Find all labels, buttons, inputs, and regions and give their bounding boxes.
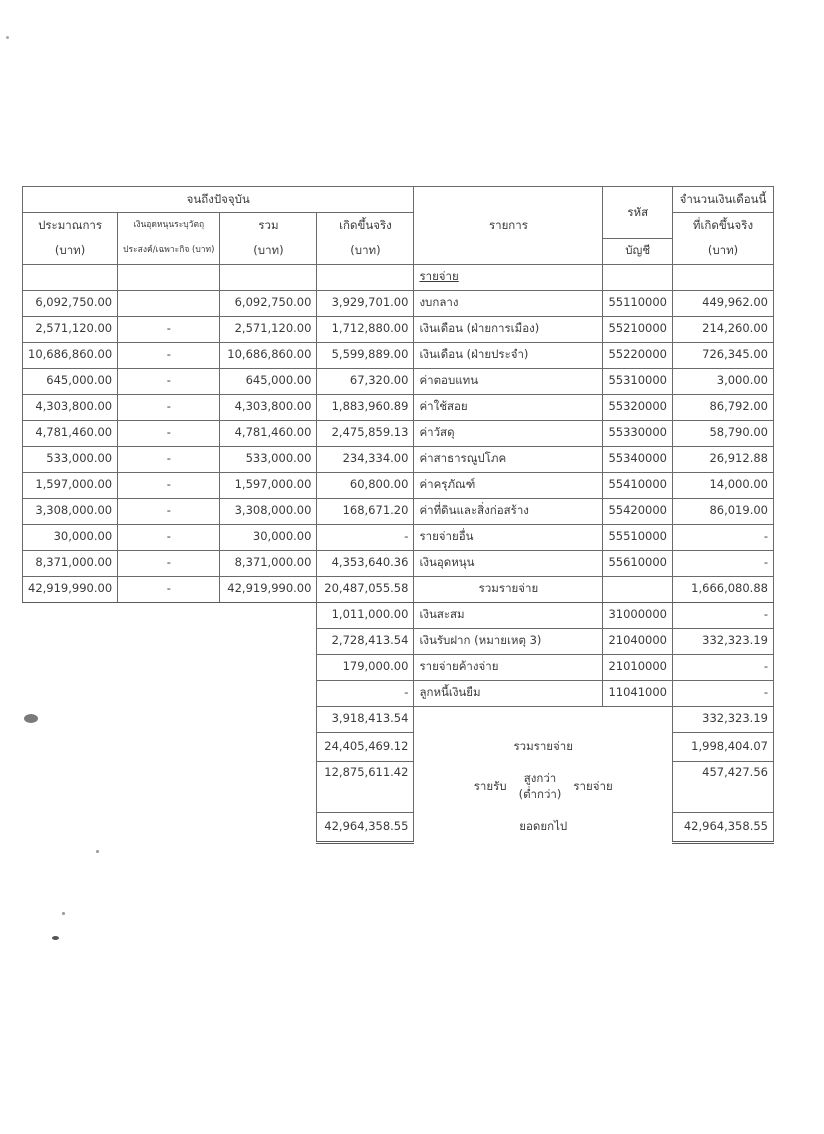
- code-cell: 55210000: [603, 316, 673, 342]
- actual-cell: 1,883,960.89: [317, 394, 414, 420]
- total-cell: 1,597,000.00: [220, 472, 317, 498]
- actual-grand-total-cell: 24,405,469.12: [317, 732, 414, 761]
- subsidy-cell: -: [118, 472, 220, 498]
- expense-row: [23, 290, 774, 316]
- subsidy-cell: -: [118, 368, 220, 394]
- code-cell: 55320000: [603, 394, 673, 420]
- grand-total-row: [23, 732, 774, 761]
- item-cell: ค่าตอบแทน: [414, 368, 603, 394]
- month-cell: -: [672, 524, 773, 550]
- cell-empty: [118, 264, 220, 290]
- budget-total-cell: 42,919,990.00: [23, 576, 118, 602]
- header-row-1: [23, 187, 774, 213]
- col-month-header-2: ที่เกิดขึ้นจริง: [672, 213, 773, 239]
- blank-area: [23, 628, 317, 654]
- col-month-header-3: (บาท): [672, 238, 773, 264]
- other-item-row: [23, 602, 774, 628]
- expense-row: [23, 316, 774, 342]
- actual-cell: 67,320.00: [317, 368, 414, 394]
- budget-cell: 30,000.00: [23, 524, 118, 550]
- subsidy-cell: -: [118, 446, 220, 472]
- budget-cell: 3,308,000.00: [23, 498, 118, 524]
- expense-total-label: รวมรายจ่าย: [414, 576, 603, 602]
- col-item-header: รายการ: [414, 187, 603, 265]
- actual-cell: 168,671.20: [317, 498, 414, 524]
- budget-cell: 2,571,120.00: [23, 316, 118, 342]
- difference-higher-label: สูงกว่า: [523, 770, 557, 785]
- code-cell: 55110000: [603, 290, 673, 316]
- blank-area: [23, 680, 317, 706]
- total-cell: 4,303,800.00: [220, 394, 317, 420]
- col-subsidy-header-2: ประสงค์/เฉพาะกิจ (บาท): [118, 238, 220, 264]
- month-cell: -: [672, 654, 773, 680]
- subsidy-cell: -: [118, 550, 220, 576]
- item-cell: เงินรับฝาก (หมายเหตุ 3): [414, 628, 603, 654]
- col-month-header-1: จำนวนเงินเดือนนี้: [672, 187, 773, 213]
- subsidy-cell: -: [118, 394, 220, 420]
- month-subtotal-cell: 332,323.19: [672, 706, 773, 732]
- budget-cell: 6,092,750.00: [23, 290, 118, 316]
- total-cell: 4,781,460.00: [220, 420, 317, 446]
- actual-cell: 234,334.00: [317, 446, 414, 472]
- actual-cell: -: [317, 680, 414, 706]
- blank-area: [414, 706, 673, 732]
- other-item-row: [23, 654, 774, 680]
- col-budget-header-1: ประมาณการ: [23, 213, 118, 239]
- budget-cell: 4,781,460.00: [23, 420, 118, 446]
- other-item-row: [23, 628, 774, 654]
- code-cell: 55420000: [603, 498, 673, 524]
- expense-row: [23, 472, 774, 498]
- month-difference-cell: 457,427.56: [672, 761, 773, 812]
- blank-area: [23, 654, 317, 680]
- total-cell: 10,686,860.00: [220, 342, 317, 368]
- expense-row: [23, 524, 774, 550]
- expense-row: [23, 342, 774, 368]
- item-cell: เงินอุดหนุน: [414, 550, 603, 576]
- actual-cell: 3,929,701.00: [317, 290, 414, 316]
- col-subsidy-header-1: เงินอุดหนุนระบุวัตถุ: [118, 213, 220, 239]
- month-cell: 14,000.00: [672, 472, 773, 498]
- cell-empty: [23, 264, 118, 290]
- blank-area: [23, 761, 317, 812]
- total-cell: 6,092,750.00: [220, 290, 317, 316]
- actual-cell: -: [317, 524, 414, 550]
- blank-area: [23, 732, 317, 761]
- subsidy-cell: -: [118, 498, 220, 524]
- budget-cell: 4,303,800.00: [23, 394, 118, 420]
- budget-cell: 8,371,000.00: [23, 550, 118, 576]
- expense-row: [23, 420, 774, 446]
- total-total-cell: 42,919,990.00: [220, 576, 317, 602]
- actual-cell: 1,011,000.00: [317, 602, 414, 628]
- blank-area: [23, 706, 317, 732]
- code-cell: 55330000: [603, 420, 673, 446]
- item-cell: งบกลาง: [414, 290, 603, 316]
- item-cell: ลูกหนี้เงินยืม: [414, 680, 603, 706]
- budget-cell: 1,597,000.00: [23, 472, 118, 498]
- code-cell: 31000000: [603, 602, 673, 628]
- subsidy-total-cell: -: [118, 576, 220, 602]
- item-cell: ค่าใช้สอย: [414, 394, 603, 420]
- code-cell: 11041000: [603, 680, 673, 706]
- col-actual-header-2: (บาท): [317, 238, 414, 264]
- subsidy-cell: -: [118, 524, 220, 550]
- month-total-cell: 1,666,080.88: [672, 576, 773, 602]
- col-total-header-2: (บาท): [220, 238, 317, 264]
- carry-forward-label: ยอดยกไป: [519, 819, 568, 834]
- actual-difference-cell: 12,875,611.42: [317, 761, 414, 812]
- subsidy-cell: -: [118, 316, 220, 342]
- total-cell: 8,371,000.00: [220, 550, 317, 576]
- code-cell: 55410000: [603, 472, 673, 498]
- cell-empty: [220, 264, 317, 290]
- actual-cell: 5,599,889.00: [317, 342, 414, 368]
- month-cell: 449,962.00: [672, 290, 773, 316]
- month-cell: 726,345.00: [672, 342, 773, 368]
- difference-row: [23, 761, 774, 812]
- difference-lower-label: (ต่ำกว่า): [518, 786, 562, 801]
- col-code-header-2: บัญชี: [603, 238, 673, 264]
- cell-empty: [672, 264, 773, 290]
- item-cell: เงินเดือน (ฝ่ายประจำ): [414, 342, 603, 368]
- actual-subtotal-cell: 3,918,413.54: [317, 706, 414, 732]
- section-title: รายจ่าย: [419, 269, 459, 284]
- code-cell: 55340000: [603, 446, 673, 472]
- budget-ledger-table: [22, 186, 774, 844]
- expense-row: [23, 550, 774, 576]
- item-cell: เงินเดือน (ฝ่ายการเมือง): [414, 316, 603, 342]
- actual-cell: 2,728,413.54: [317, 628, 414, 654]
- col-budget-header-2: (บาท): [23, 238, 118, 264]
- col-total-header-1: รวม: [220, 213, 317, 239]
- month-cell: 3,000.00: [672, 368, 773, 394]
- other-subtotal-row: [23, 706, 774, 732]
- month-cell: -: [672, 602, 773, 628]
- total-cell: 645,000.00: [220, 368, 317, 394]
- code-cell: 21040000: [603, 628, 673, 654]
- cell-empty: [317, 264, 414, 290]
- month-cell: -: [672, 680, 773, 706]
- grand-total-label: รวมรายจ่าย: [513, 738, 573, 753]
- blank-area: [23, 602, 317, 628]
- code-cell: 55220000: [603, 342, 673, 368]
- item-cell: รายจ่ายอื่น: [414, 524, 603, 550]
- item-cell: เงินสะสม: [414, 602, 603, 628]
- code-cell: 21010000: [603, 654, 673, 680]
- code-cell: 55310000: [603, 368, 673, 394]
- other-item-row: [23, 680, 774, 706]
- scan-speck: [6, 36, 9, 39]
- scan-speck: [62, 912, 65, 915]
- difference-expense-label: รายจ่าย: [573, 778, 613, 793]
- budget-cell: 10,686,860.00: [23, 342, 118, 368]
- budget-cell: 645,000.00: [23, 368, 118, 394]
- scan-speck: [96, 850, 99, 853]
- scan-speck: [52, 936, 59, 940]
- month-cell: 214,260.00: [672, 316, 773, 342]
- actual-total-cell: 20,487,055.58: [317, 576, 414, 602]
- actual-cell: 2,475,859.13: [317, 420, 414, 446]
- subsidy-cell: -: [118, 420, 220, 446]
- code-cell: 55610000: [603, 550, 673, 576]
- expense-row: [23, 498, 774, 524]
- month-cell: -: [672, 550, 773, 576]
- month-cell: 86,019.00: [672, 498, 773, 524]
- expense-total-row: [23, 576, 774, 602]
- month-cell: 26,912.88: [672, 446, 773, 472]
- section-title-row: [23, 264, 774, 290]
- expense-row: [23, 394, 774, 420]
- expense-row: [23, 446, 774, 472]
- month-grand-total-cell: 1,998,404.07: [672, 732, 773, 761]
- month-cell: 58,790.00: [672, 420, 773, 446]
- code-cell: 55510000: [603, 524, 673, 550]
- subsidy-cell: -: [118, 342, 220, 368]
- expense-row: [23, 368, 774, 394]
- actual-cell: 179,000.00: [317, 654, 414, 680]
- total-cell: 533,000.00: [220, 446, 317, 472]
- item-cell: ค่าที่ดินและสิ่งก่อสร้าง: [414, 498, 603, 524]
- code-cell: [603, 576, 673, 602]
- subsidy-cell: [118, 290, 220, 316]
- item-cell: ค่าวัสดุ: [414, 420, 603, 446]
- header-row-3: [23, 238, 774, 264]
- col-code-header-1: รหัส: [603, 187, 673, 239]
- item-cell: ค่าสาธารณูปโภค: [414, 446, 603, 472]
- total-cell: 30,000.00: [220, 524, 317, 550]
- group-title-to-date: จนถึงปัจจุบัน: [23, 187, 414, 213]
- month-cell: 332,323.19: [672, 628, 773, 654]
- month-carry-forward-cell: 42,964,358.55: [672, 812, 773, 842]
- item-cell: รายจ่ายค้างจ่าย: [414, 654, 603, 680]
- actual-cell: 1,712,880.00: [317, 316, 414, 342]
- difference-income-label: รายรับ: [473, 778, 507, 793]
- actual-cell: 4,353,640.36: [317, 550, 414, 576]
- blank-area: [23, 812, 317, 842]
- item-cell: ค่าครุภัณฑ์: [414, 472, 603, 498]
- actual-cell: 60,800.00: [317, 472, 414, 498]
- budget-cell: 533,000.00: [23, 446, 118, 472]
- total-cell: 3,308,000.00: [220, 498, 317, 524]
- month-cell: 86,792.00: [672, 394, 773, 420]
- col-actual-header-1: เกิดขึ้นจริง: [317, 213, 414, 239]
- actual-carry-forward-cell: 42,964,358.55: [317, 812, 414, 842]
- total-cell: 2,571,120.00: [220, 316, 317, 342]
- difference-label: [414, 761, 673, 812]
- cell-empty: [603, 264, 673, 290]
- carry-forward-row: [23, 812, 774, 842]
